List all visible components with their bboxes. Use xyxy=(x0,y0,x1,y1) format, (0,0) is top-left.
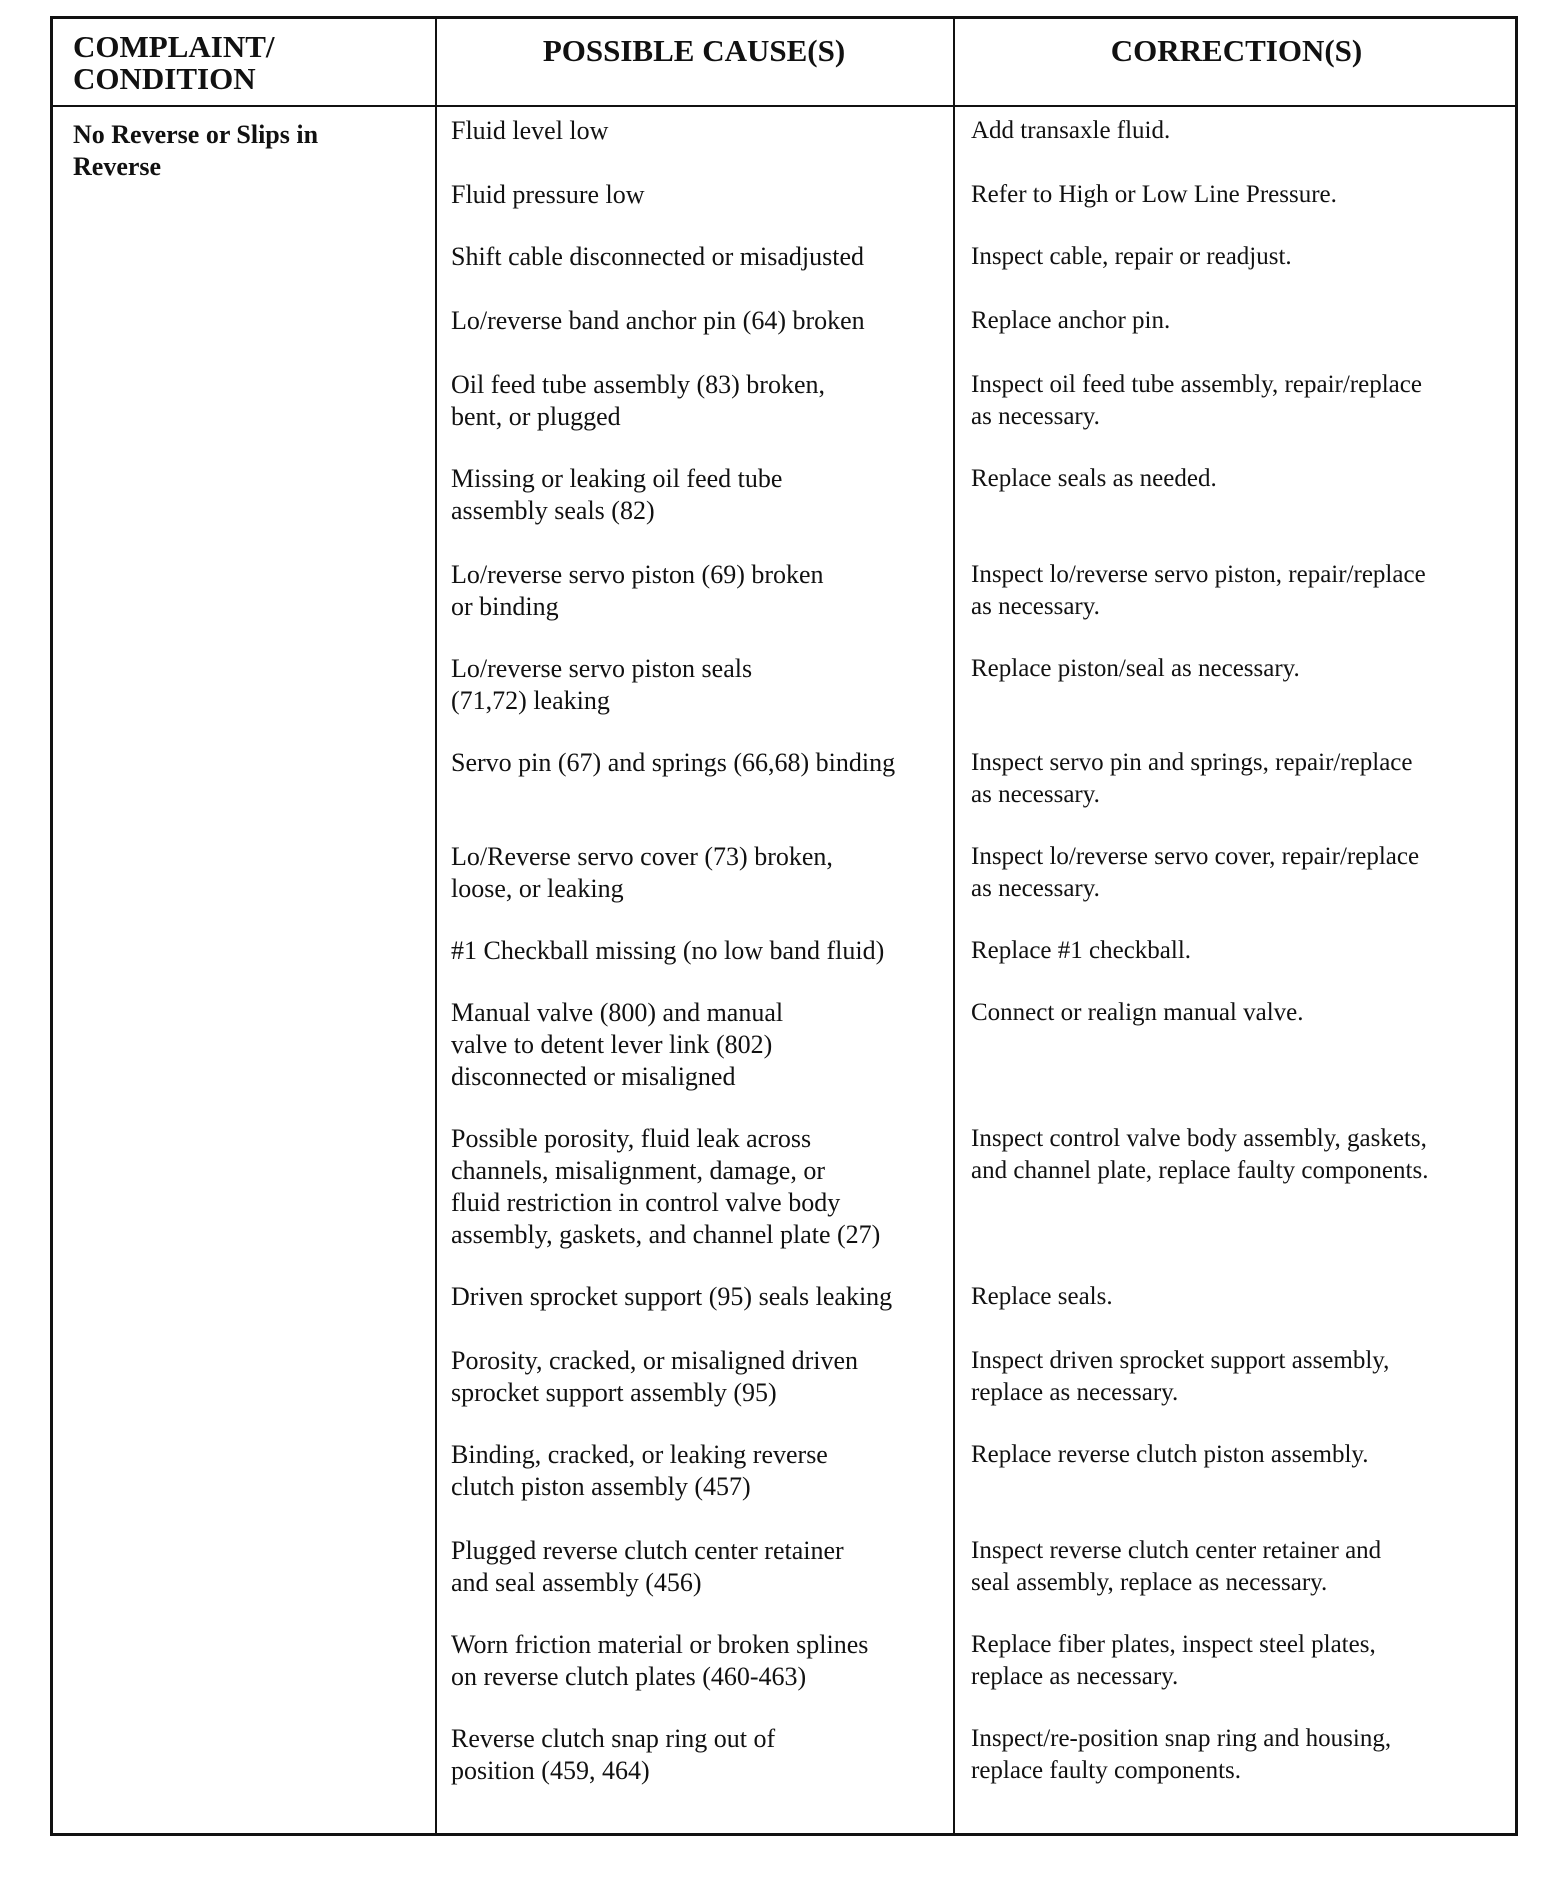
cause-cell: Oil feed tube assembly (83) broken, bent, or plugged xyxy=(451,370,826,431)
correction-cell: Replace seals. xyxy=(971,1283,1113,1310)
complaint-condition: No Reverse or Slips in Reverse xyxy=(73,120,319,181)
cause-cell: Binding, cracked, or leaking reverse clutch piston assembly (457) xyxy=(451,1440,828,1501)
correction-cell: Inspect oil feed tube assembly, repair/replace as necessary. xyxy=(971,371,1422,430)
correction-cell: Replace reverse clutch piston assembly. xyxy=(971,1441,1369,1468)
cause-cell: Servo pin (67) and springs (66,68) binding xyxy=(451,748,896,777)
troubleshooting-table xyxy=(50,16,1518,1836)
cause-cell: Shift cable disconnected or misadjusted xyxy=(451,242,865,271)
correction-cell: Replace #1 checkball. xyxy=(971,937,1192,964)
correction-cell: Replace seals as needed. xyxy=(971,465,1217,492)
cause-cell: Lo/reverse band anchor pin (64) broken xyxy=(451,306,865,335)
header-correction: CORRECTION(S) xyxy=(1110,33,1363,68)
correction-cell: Inspect lo/reverse servo cover, repair/replace as necessary. xyxy=(971,843,1420,902)
header-rule xyxy=(53,105,1515,107)
cause-cell: Porosity, cracked, or misaligned driven sprocket support assembly (95) xyxy=(451,1346,858,1407)
cause-cell: Fluid pressure low xyxy=(451,180,645,209)
correction-cell: Connect or realign manual valve. xyxy=(971,999,1304,1026)
correction-cell: Inspect reverse clutch center retainer and seal assembly, replace as necessary. xyxy=(971,1537,1382,1596)
correction-cell: Inspect/re-position snap ring and housing, replace faulty components. xyxy=(971,1725,1392,1784)
cause-cell: Driven sprocket support (95) seals leaking xyxy=(451,1282,893,1311)
cause-cell: Plugged reverse clutch center retainer and seal assembly (456) xyxy=(451,1536,844,1597)
cause-cell: Lo/Reverse servo cover (73) broken, loose, or leaking xyxy=(451,842,833,903)
column-divider-1 xyxy=(435,19,437,1833)
correction-cell: Refer to High or Low Line Pressure. xyxy=(971,181,1337,208)
correction-cell: Inspect servo pin and springs, repair/replace as necessary. xyxy=(971,749,1413,808)
correction-cell: Replace piston/seal as necessary. xyxy=(971,655,1300,682)
cause-cell: Reverse clutch snap ring out of position (459, 464) xyxy=(451,1724,776,1785)
correction-cell: Inspect cable, repair or readjust. xyxy=(971,243,1292,270)
correction-cell: Inspect lo/reverse servo piston, repair/replace as necessary. xyxy=(971,561,1426,620)
header-cause: POSSIBLE CAUSE(S) xyxy=(542,33,846,68)
correction-cell: Inspect driven sprocket support assembly, replace as necessary. xyxy=(971,1347,1390,1406)
correction-cell: Replace fiber plates, inspect steel plates, replace as necessary. xyxy=(971,1631,1376,1690)
cause-cell: Possible porosity, fluid leak across channels, misalignment, damage, or fluid restriction in control valve body assembly, gaskets, and channel plate (27) xyxy=(451,1124,881,1249)
cause-cell: Lo/reverse servo piston seals (71,72) leaking xyxy=(451,654,753,715)
cause-cell: Worn friction material or broken splines on reverse clutch plates (460-463) xyxy=(451,1630,869,1691)
column-divider-2 xyxy=(953,19,955,1833)
header-complaint: COMPLAINT/ CONDITION xyxy=(73,29,275,96)
cause-cell: Lo/reverse servo piston (69) broken or binding xyxy=(451,560,824,621)
cause-cell: #1 Checkball missing (no low band fluid) xyxy=(451,936,885,965)
cause-cell: Missing or leaking oil feed tube assembly seals (82) xyxy=(451,464,783,525)
correction-cell: Inspect control valve body assembly, gaskets, and channel plate, replace faulty components. xyxy=(971,1125,1429,1184)
correction-cell: Replace anchor pin. xyxy=(971,307,1171,334)
correction-cell: Add transaxle fluid. xyxy=(971,117,1171,144)
cause-cell: Manual valve (800) and manual valve to detent lever link (802) disconnected or misaligned xyxy=(451,998,784,1091)
cause-cell: Fluid level low xyxy=(451,116,609,145)
